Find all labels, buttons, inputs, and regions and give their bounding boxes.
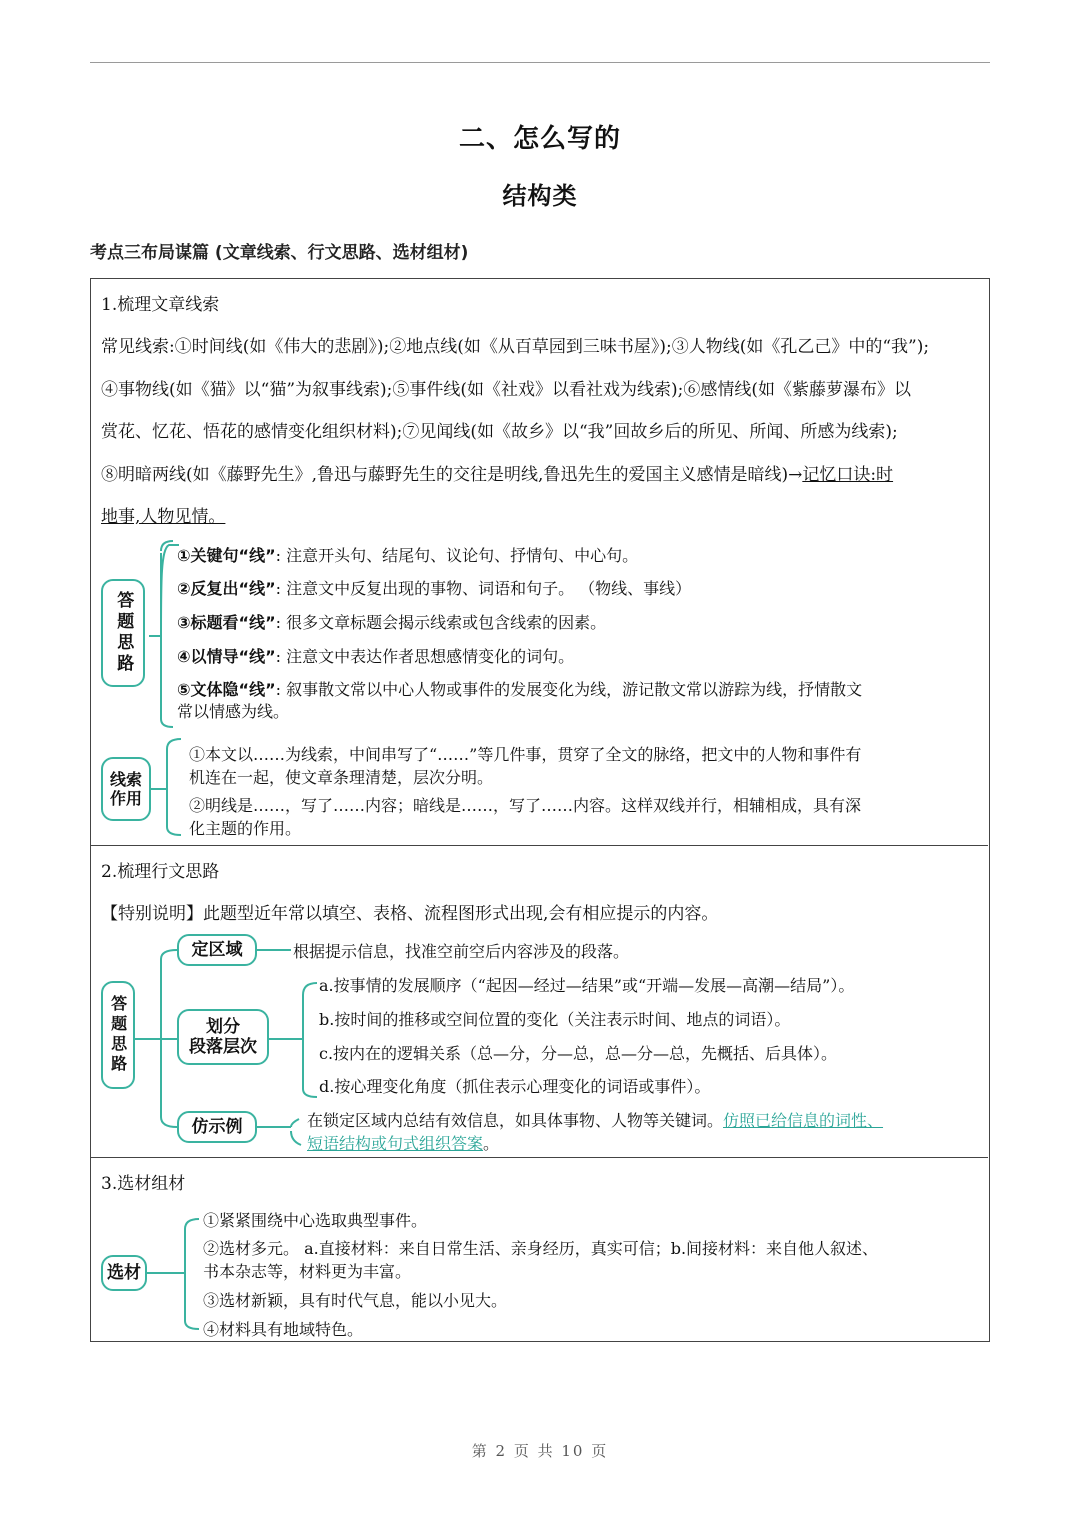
material-item-3: ③选材新颖，具有时代气息，能以小见大。	[203, 1291, 508, 1310]
imitate-text-line-1: 在锁定区域内总结有效信息，如具体事物、人物等关键词。仿照已给信息的词性、	[307, 1111, 884, 1130]
node-locate-region: 定区域	[177, 934, 257, 966]
section2-note: 【特别说明】此题型近年常以填空、表格、流程图形式出现,会有相应提示的内容。	[101, 904, 719, 924]
section1-line-2: ④事物线(如《猫》以“猫”为叙事线索);⑤事件线(如《社戏》以看社戏为线索);⑥感情线(如《紫藤萝瀑布》以	[101, 380, 911, 400]
top-rule	[90, 62, 990, 63]
answer-approach-label: 答题思路	[101, 579, 145, 687]
mnemonic-part-b: 地事,人物见情。	[101, 507, 226, 527]
sub-order-a: a.按事情的发展顺序（“起因—经过—结果”或“开端—发展—高潮—结局”）。	[319, 976, 855, 995]
tip-5-cont: 常以情感为线。	[177, 702, 290, 721]
tip-4: ④以情导“线”: 注意文中表达作者思想感情变化的词句。	[177, 647, 575, 666]
section1-line-4-text: ⑧明暗两线(如《藤野先生》,鲁迅与藤野先生的交往是明线,鲁迅先生的爱国主义感情是暗线)→	[101, 465, 803, 485]
node-divide-paragraphs: 划分 段落层次	[177, 1009, 269, 1065]
section1-line-3: 赏花、忆花、悟花的感情变化组织材料);⑦见闻线(如《故乡》以“我”回故乡后的所见、所闻、所感为线索);	[101, 422, 898, 442]
tip-5: ⑤文体隐“线”: 叙事散文常以中心人物或事件的发展变化为线，游记散文常以游踪为线，抒情散文	[177, 680, 863, 699]
sub-order-b: b.按时间的推移或空间位置的变化（关注表示时间、地点的词语）。	[319, 1010, 791, 1029]
sub-order-c: c.按内在的逻辑关系（总—分，分—总，总—分—总，先概括、后具体）。	[319, 1044, 838, 1063]
node-locate-region-text: 根据提示信息，找准空前空后内容涉及的段落。	[293, 942, 630, 961]
section-divider-1	[91, 845, 988, 846]
material-item-2-cont: 书本杂志等，材料更为丰富。	[203, 1262, 412, 1281]
node-imitate-example: 仿示例	[177, 1111, 257, 1143]
section2-title: 2.梳理行文思路	[101, 862, 220, 882]
effect-1-line-1: ①本文以……为线索，中间串写了“……”等几件事，贯穿了全文的脉络，把文中的人物和事件有	[189, 745, 862, 764]
imitate-text-line-2: 短语结构或句式组织答案。	[307, 1134, 500, 1153]
section1-title: 1.梳理文章线索	[101, 295, 220, 315]
content-box	[90, 278, 990, 1342]
sub-order-d: d.按心理变化角度（抓住表示心理变化的词语或事件）。	[319, 1077, 711, 1096]
material-item-1: ①紧紧围绕中心选取典型事件。	[203, 1211, 428, 1230]
tip-3: ③标题看“线”: 很多文章标题会揭示线索或包含线索的因素。	[177, 613, 607, 632]
page-title: 二、怎么写的	[458, 124, 621, 154]
section1-line-1: 常见线索:①时间线(如《伟大的悲剧》);②地点线(如《从百草园到三味书屋》);③人物线(如《孔乙己》中的“我”);	[101, 337, 930, 357]
imitate-highlight-a: 仿照已给信息的词性、	[723, 1111, 884, 1130]
effect-2-line-1: ②明线是……，写了……内容；暗线是……，写了……内容。这样双线并行，相辅相成，具有深	[189, 796, 862, 815]
tip-1: ①关键句“线”: 注意开头句、结尾句、议论句、抒情句、中心句。	[177, 546, 639, 565]
section1-line-4	[101, 460, 893, 485]
mnemonic-part-a: 记忆口诀:时	[802, 465, 894, 485]
clue-effect-label: 线索作用	[101, 757, 151, 821]
topic-heading: 考点三布局谋篇 (文章线索、行文思路、选材组材)	[90, 243, 469, 263]
material-item-2: ②选材多元。 a.直接材料：来自日常生活、亲身经历，真实可信；b.间接材料：来自他人叙述、	[203, 1239, 879, 1258]
page-subtitle: 结构类	[502, 182, 578, 210]
material-item-4: ④材料具有地域特色。	[203, 1320, 364, 1339]
material-label: 选材	[101, 1255, 147, 1291]
section-divider-2	[91, 1157, 988, 1158]
tip-2: ②反复出“线”: 注意文中反复出现的事物、词语和句子。 （物线、事线）	[177, 579, 692, 598]
section2-answer-label: 答题思路	[101, 981, 135, 1089]
imitate-highlight-b: 短语结构或句式组织答案	[307, 1134, 484, 1153]
effect-1-line-2: 机连在一起，使文章条理清楚，层次分明。	[189, 768, 494, 787]
section3-title: 3.选材组材	[101, 1174, 186, 1194]
page-footer: 第 2 页 共 10 页	[471, 1442, 609, 1460]
effect-2-line-2: 化主题的作用。	[189, 819, 302, 838]
